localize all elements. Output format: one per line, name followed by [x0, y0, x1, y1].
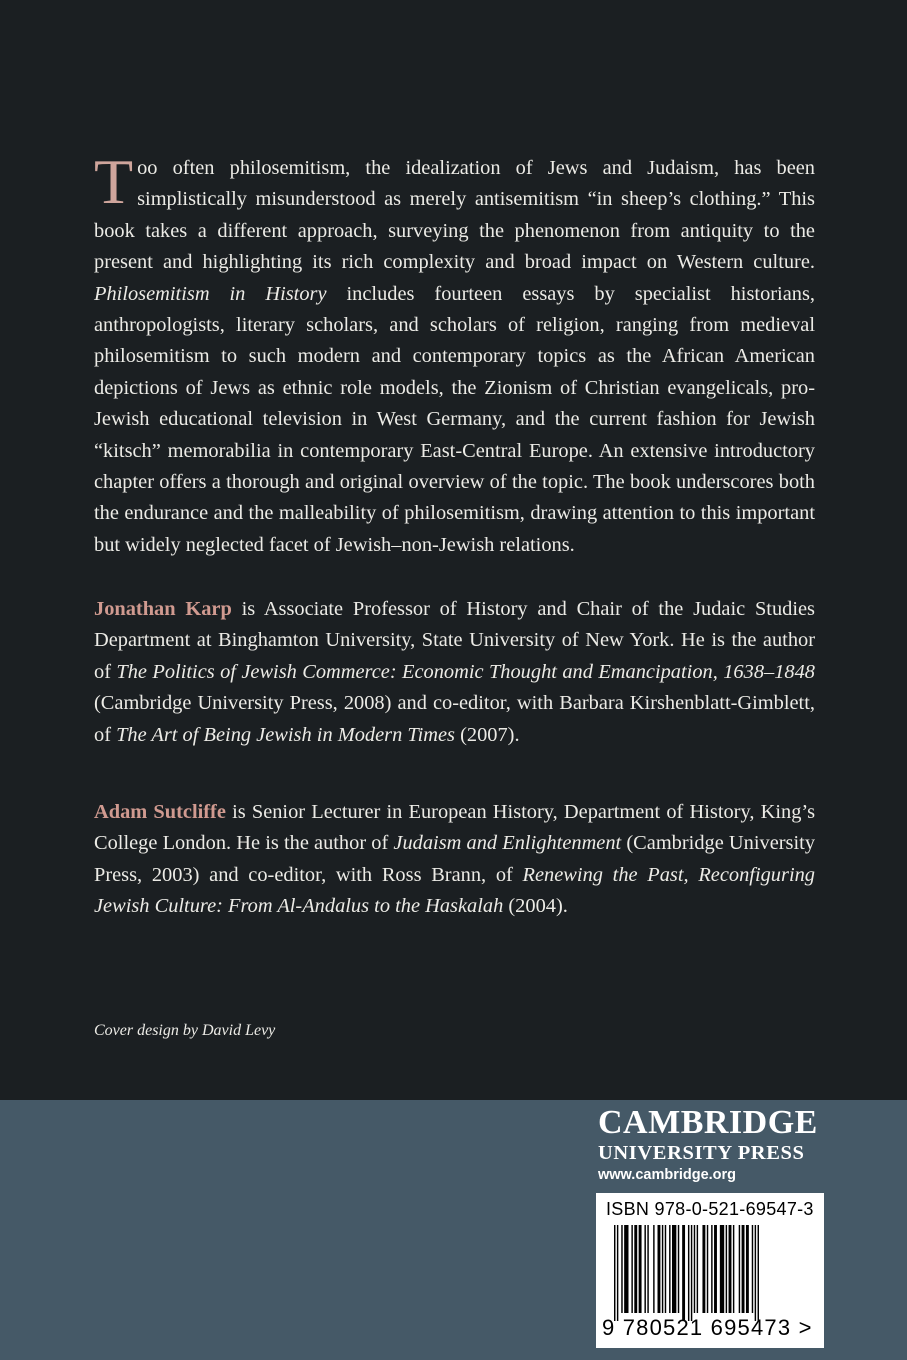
barcode-bar — [672, 1225, 676, 1313]
bio-karp-text-1: is Associate Professor of History and Chair of the Judaic Studies Department at Binghamton University, State University of New York. He is the author of — [94, 598, 815, 683]
barcode-bar — [691, 1225, 692, 1321]
book-description — [94, 146, 815, 561]
bio-karp-text-3: (2007). — [454, 723, 520, 746]
barcode-bar — [752, 1225, 753, 1313]
barcode-bar — [617, 1225, 618, 1321]
publisher-subtitle: UNIVERSITY PRESS — [598, 1142, 805, 1164]
barcode-bar — [733, 1225, 734, 1313]
barcode-bar — [688, 1225, 689, 1321]
barcode-bar — [720, 1225, 724, 1313]
barcode-bar — [702, 1225, 705, 1313]
barcode-digits: 9 780521 695473 > — [602, 1315, 813, 1340]
barcode-bar — [746, 1225, 749, 1313]
author-bio-karp — [94, 594, 815, 751]
barcode-bar — [631, 1225, 632, 1313]
description-text-2: includes fourteen essays by specialist historians, anthropologists, literary scholars, and scholars of religion, ranging from medieval philosemitism to such modern and contemporary topics as the African American depictions of Jews as ethnic role models, the Zionism of Christian evangelicals, pro-Jewish educational television in West Germany, and the current fashion for Jewish “kitsch” memorabilia in contemporary East-Central Europe. An extensive introductory chapter offers a thorough and original overview of the topic. The book underscores both the endurance and the malleability of philosemitism, drawing attention to this important but widely neglected facet of Jewish–non-Jewish relations. — [94, 282, 815, 556]
barcode-bar — [662, 1225, 663, 1313]
barcode-bar — [726, 1225, 727, 1313]
barcode-bar — [755, 1225, 756, 1321]
description-text-1: oo often philosemitism, the idealization of Jews and Judaism, has been simplistically misunderstood as merely antisemitism “in sheep’s clothing.” This book takes a different approach, surveying the phenomenon from antiquity to the present and highlighting its rich complexity and broad impact on Western culture. — [94, 157, 815, 274]
barcode-bar — [614, 1225, 615, 1321]
barcode-bar — [624, 1225, 628, 1313]
barcode-bar — [739, 1225, 740, 1313]
author-name-karp: Jonathan Karp — [94, 598, 232, 620]
barcode-bar — [644, 1225, 645, 1313]
barcode-bar — [665, 1225, 666, 1313]
bio-sutcliffe-text-2: (Cambridge University Press, 2003) and co-editor, with Ross Brann, of — [94, 832, 816, 886]
barcode-bar — [742, 1225, 745, 1313]
barcode-bar — [711, 1225, 712, 1313]
bio-karp-text-2: (Cambridge University Press, 2008) and co-editor, with Barbara Kirshenblatt-Gimblett, of — [94, 692, 815, 746]
publisher-url: www.cambridge.org — [598, 1167, 737, 1183]
cover-design-credit: Cover design by David Levy — [94, 1022, 276, 1039]
publisher-logo — [598, 1104, 830, 1186]
barcode-bar — [639, 1225, 642, 1313]
barcode-bar — [758, 1225, 759, 1321]
barcode-bar — [634, 1225, 637, 1313]
bio-karp-work-1: The Politics of Jewish Commerce: Economic Thought and Emancipation, 1638–1848 — [116, 660, 815, 683]
barcode-bar — [669, 1225, 670, 1313]
barcode-label — [596, 1193, 824, 1348]
barcode-bar — [697, 1225, 698, 1313]
author-bio-sutcliffe — [94, 797, 815, 923]
barcode-bar — [653, 1225, 654, 1313]
author-name-sutcliffe: Adam Sutcliffe — [94, 801, 226, 823]
barcode-bar — [621, 1225, 622, 1313]
book-title-inline: Philosemitism in History — [94, 282, 327, 305]
drop-cap: T — [94, 146, 134, 217]
bio-sutcliffe-text-3: (2004). — [503, 895, 568, 918]
barcode-bar — [714, 1225, 717, 1313]
barcode-bar — [694, 1225, 695, 1313]
isbn-text: ISBN 978-0-521-69547-3 — [606, 1199, 814, 1219]
publisher-name: CAMBRIDGE — [598, 1104, 818, 1141]
barcode-bar — [658, 1225, 661, 1313]
barcode-bar — [682, 1225, 685, 1321]
bio-sutcliffe-work-2: Renewing the Past, Reconfiguring Jewish Culture: From Al-Andalus to the Haskalah — [94, 863, 815, 918]
barcode-bar — [647, 1225, 648, 1313]
bio-karp-work-2: The Art of Being Jewish in Modern Times — [116, 723, 455, 746]
barcode-bar — [678, 1225, 679, 1313]
bio-sutcliffe-text-1: is Senior Lecturer in European History, Department of History, King’s College London. He is the author of — [94, 801, 815, 855]
barcode-bar — [707, 1225, 708, 1313]
barcode-bar — [729, 1225, 732, 1313]
bio-sutcliffe-work-1: Judaism and Enlightenment — [393, 832, 622, 855]
